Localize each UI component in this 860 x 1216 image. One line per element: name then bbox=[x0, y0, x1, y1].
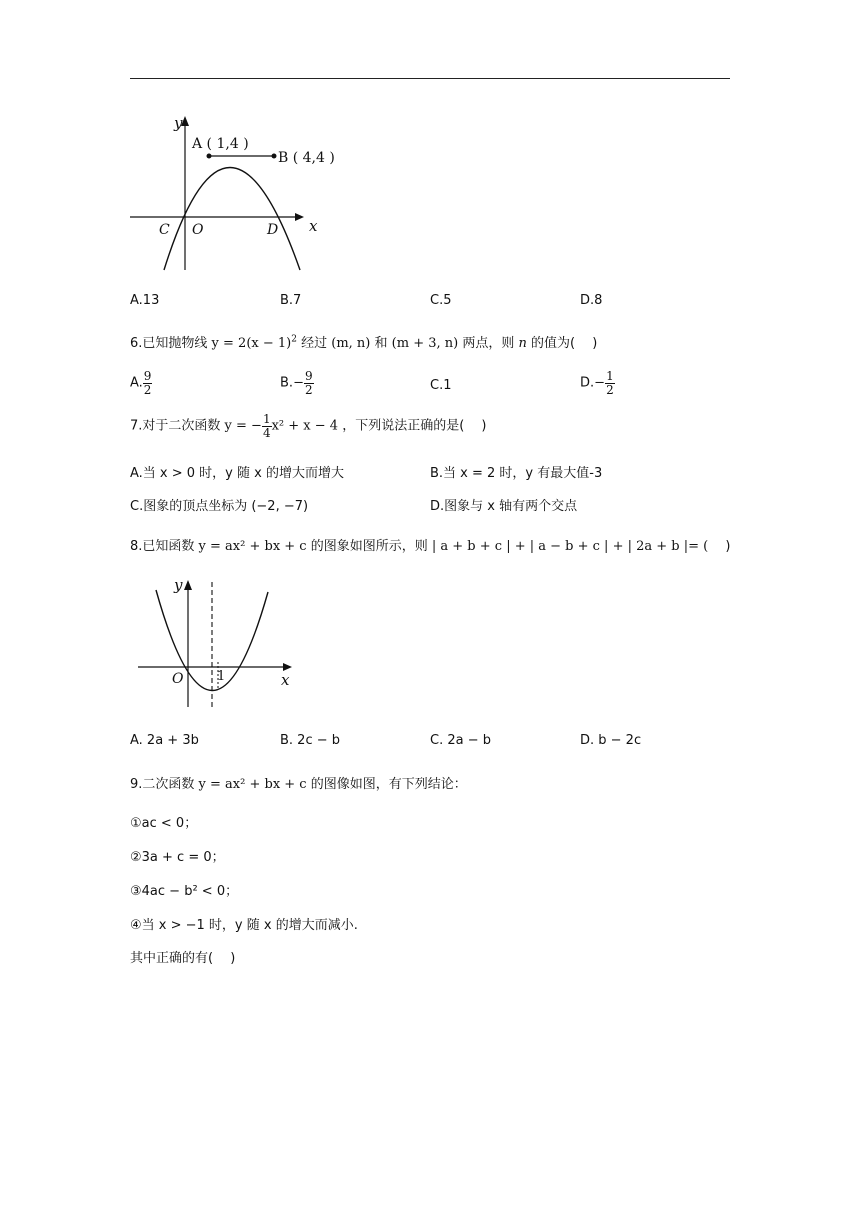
q6-option-a: A. $\frac{9}{2}$ bbox=[130, 369, 152, 397]
graph2-label-1: 1 bbox=[217, 669, 226, 684]
q9-item-3: ③4ac − b² < 0； bbox=[130, 884, 239, 899]
q6-option-b: B.− $\frac{9}{2}$ bbox=[280, 369, 313, 397]
q9-item-1: ①ac < 0； bbox=[130, 816, 198, 831]
graph1-label-o: O bbox=[192, 222, 204, 238]
q5-option-a: A.13 bbox=[130, 293, 160, 308]
question-7: 7.对于二次函数 y = − $\frac{1}{4}$ x² + x − 4 ，下列说法正确的是( ) bbox=[130, 412, 487, 440]
graph1-axis-x: x bbox=[309, 217, 318, 235]
graph2-axis-x: x bbox=[281, 671, 290, 689]
graph1-label-d: D bbox=[267, 222, 279, 238]
q7-option-b: B.当 x = 2 时，y 有最大值-3 bbox=[430, 466, 603, 481]
graph1-label-c: C bbox=[159, 222, 170, 238]
question-8: 8.已知函数 y = ax² + bx + c 的图象如图所示，则 | a + b + c | + | a − b + c | + | 2a + b |= ( ) bbox=[130, 539, 731, 554]
header-rule bbox=[130, 78, 730, 79]
graph1-point-a: A ( 1,4 ) bbox=[192, 136, 249, 152]
question-9: 9.二次函数 y = ax² + bx + c 的图像如图，有下列结论： bbox=[130, 777, 467, 792]
graph1-point-b: B ( 4,4 ) bbox=[278, 150, 335, 166]
q7-option-c: C.图象的顶点坐标为 (−2, −7) bbox=[130, 499, 309, 514]
question-6: 6.已知抛物线 $y = 2(x - 1)^2$ 经过 (m, n) 和 (m + 3, n) 两点，则 n 的值为( ) bbox=[130, 334, 598, 351]
q8-option-a: A. 2a + 3b bbox=[130, 733, 199, 748]
q9-final: 其中正确的有( ) bbox=[130, 951, 236, 966]
parabola-graph-2 bbox=[136, 572, 301, 714]
q8-option-b: B. 2c − b bbox=[280, 733, 341, 748]
q5-option-c: C.5 bbox=[430, 293, 452, 308]
q9-item-2: ②3a + c = 0； bbox=[130, 850, 225, 865]
q7-option-d: D.图象与 x 轴有两个交点 bbox=[430, 499, 578, 514]
q8-option-d: D. b − 2c bbox=[580, 733, 642, 748]
q8-option-c: C. 2a − b bbox=[430, 733, 491, 748]
parabola-graph-1 bbox=[128, 110, 335, 275]
graph1-axis-y: y bbox=[174, 114, 183, 132]
q9-item-4: ④当 x > −1 时，y 随 x 的增大而减小. bbox=[130, 918, 358, 933]
q6-option-d: D.− $\frac{1}{2}$ bbox=[580, 369, 614, 397]
q5-option-d: D.8 bbox=[580, 293, 603, 308]
q6-option-c: C.1 bbox=[430, 378, 452, 393]
q7-option-a: A.当 x > 0 时，y 随 x 的增大而增大 bbox=[130, 466, 344, 481]
q5-option-b: B.7 bbox=[280, 293, 302, 308]
graph2-axis-y: y bbox=[174, 576, 183, 594]
graph2-label-o: O bbox=[172, 671, 184, 687]
